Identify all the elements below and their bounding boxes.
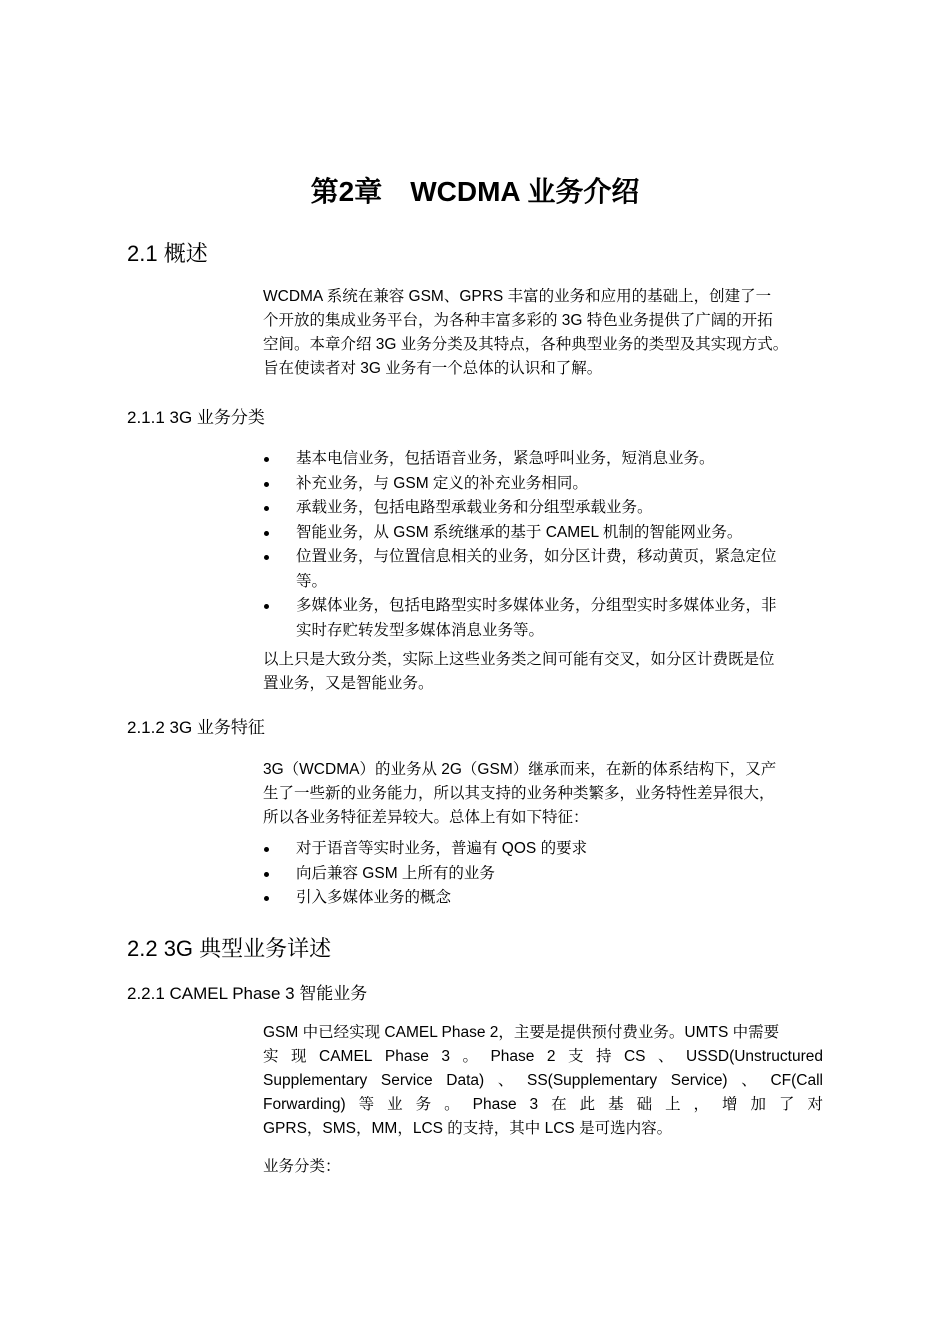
service-category-list bbox=[263, 447, 838, 643]
word: 。 bbox=[462, 1048, 478, 1065]
word: 等 bbox=[358, 1096, 375, 1113]
paragraph-line: 3G（WCDMA）的业务从 2G（GSM）继承而来，在新的体系结构下，又产 bbox=[263, 761, 777, 778]
word: 对 bbox=[807, 1096, 823, 1113]
paragraph-line-justified bbox=[263, 1045, 823, 1069]
list-item-text: 向后兼容 GSM 上所有的业务 bbox=[296, 864, 495, 882]
section-heading-2-2: 2.2 3G 典型业务详述 bbox=[127, 936, 332, 961]
paragraph-line: GPRS，SMS，MM，LCS 的支持，其中 LCS 是可选内容。 bbox=[263, 1120, 673, 1137]
word: Phase bbox=[472, 1096, 517, 1113]
list-item bbox=[263, 496, 838, 521]
list-item-text: 承载业务，包括电路型承载业务和分组型承载业务。 bbox=[296, 499, 653, 516]
word: 基 bbox=[608, 1096, 624, 1113]
word: 现 bbox=[291, 1048, 307, 1065]
bullet-icon bbox=[264, 896, 269, 901]
paragraph-line: 业务分类： bbox=[263, 1158, 341, 1175]
word: 业 bbox=[387, 1096, 403, 1113]
bullet-icon bbox=[264, 482, 269, 487]
paragraph-line: 生了一些新的业务能力，所以其支持的业务种类繁多，业务特性差异很大， bbox=[263, 785, 775, 802]
word: 支 bbox=[567, 1048, 584, 1065]
word: 2 bbox=[546, 1048, 556, 1065]
word: 3 bbox=[529, 1096, 539, 1113]
list-item bbox=[263, 545, 838, 594]
section-heading-2-1-1: 2.1.1 3G 业务分类 bbox=[127, 408, 265, 427]
section-2-2-1-paragraph bbox=[263, 1021, 838, 1141]
list-item-text: 多媒体业务，包括电路型实时多媒体业务，分组型实时多媒体业务，非 bbox=[296, 597, 777, 614]
paragraph-line: 旨在使读者对 3G 业务有一个总体的认识和了解。 bbox=[263, 360, 603, 377]
list-item-text: 位置业务，与位置信息相关的业务，如分区计费，移动黄页，紧急定位 bbox=[296, 548, 777, 565]
list-item-text: 等。 bbox=[296, 572, 328, 590]
word: Data) bbox=[446, 1072, 485, 1089]
list-item bbox=[263, 447, 838, 472]
list-item bbox=[263, 472, 838, 497]
paragraph-line: GSM 中已经实现 CAMEL Phase 2，主要是提供预付费业务。UMTS 中需要 bbox=[263, 1024, 780, 1041]
bullet-icon bbox=[264, 531, 269, 536]
section-2-1-paragraph bbox=[263, 285, 838, 381]
section-heading-2-2-1: 2.2.1 CAMEL Phase 3 智能业务 bbox=[127, 984, 368, 1003]
list-item bbox=[263, 886, 838, 911]
chapter-title: 第2章 WCDMA 业务介绍 bbox=[310, 176, 640, 207]
word: Service) bbox=[670, 1072, 728, 1089]
word: 3 bbox=[441, 1048, 450, 1065]
bullet-icon bbox=[264, 847, 269, 852]
word: 上 bbox=[665, 1096, 681, 1113]
section-2-1-2-paragraph bbox=[263, 758, 838, 830]
word: Phase bbox=[384, 1048, 429, 1065]
paragraph-line-justified bbox=[263, 1093, 823, 1117]
bullet-icon bbox=[264, 555, 269, 560]
paragraph-line: 以上只是大致分类，实际上这些业务类之间可能有交叉，如分区计费既是位 bbox=[263, 651, 775, 668]
word: 增 bbox=[722, 1096, 738, 1113]
word: CF(Call bbox=[770, 1072, 823, 1089]
paragraph-line-justified bbox=[263, 1069, 823, 1093]
list-item bbox=[263, 837, 838, 862]
word: 、 bbox=[741, 1072, 757, 1089]
classify-label bbox=[263, 1155, 838, 1179]
section-2-1-1-note bbox=[263, 648, 838, 696]
bullet-icon bbox=[264, 506, 269, 511]
word: 持 bbox=[595, 1048, 612, 1065]
word: 础 bbox=[636, 1096, 653, 1113]
word: 了 bbox=[779, 1096, 795, 1113]
list-item bbox=[263, 862, 838, 887]
word: 。 bbox=[444, 1096, 460, 1113]
paragraph-line: WCDMA 系统在兼容 GSM、GPRS 丰富的业务和应用的基础上，创建了一 bbox=[263, 288, 772, 305]
paragraph-line: 所以各业务特征差异较大。总体上有如下特征： bbox=[263, 809, 589, 826]
word: SS(Supplementary bbox=[527, 1072, 658, 1089]
section-heading-2-1-2: 2.1.2 3G 业务特征 bbox=[127, 718, 265, 737]
word: Forwarding) bbox=[263, 1096, 346, 1113]
word: USSD(Unstructured bbox=[686, 1048, 823, 1065]
word: Phase bbox=[490, 1048, 535, 1065]
word: ， bbox=[693, 1096, 710, 1113]
paragraph-line: 空间。本章介绍 3G 业务分类及其特点，各种典型业务的类型及其实现方式。 bbox=[263, 336, 789, 353]
list-item bbox=[263, 594, 838, 643]
bullet-icon bbox=[264, 457, 269, 462]
word: 实 bbox=[263, 1048, 279, 1065]
list-item-text: 实时存贮转发型多媒体消息业务等。 bbox=[296, 621, 545, 639]
word: 此 bbox=[579, 1096, 596, 1113]
word: 、 bbox=[658, 1048, 674, 1065]
word: CS bbox=[623, 1048, 646, 1065]
word: 务 bbox=[415, 1096, 432, 1113]
feature-list bbox=[263, 837, 838, 911]
bullet-icon bbox=[264, 872, 269, 877]
paragraph-line: 个开放的集成业务平台，为各种丰富多彩的 3G 特色业务提供了广阔的开拓 bbox=[263, 312, 773, 329]
word: 加 bbox=[750, 1096, 767, 1113]
word: CAMEL bbox=[319, 1048, 373, 1065]
list-item-text: 引入多媒体业务的概念 bbox=[296, 889, 452, 906]
word: Service bbox=[380, 1072, 433, 1089]
list-item bbox=[263, 521, 838, 546]
list-item-text: 补充业务，与 GSM 定义的补充业务相同。 bbox=[296, 474, 588, 492]
paragraph-line: 置业务，又是智能业务。 bbox=[263, 675, 434, 692]
list-item-text: 对于语音等实时业务，普遍有 QOS 的要求 bbox=[296, 840, 588, 857]
list-item-text: 基本电信业务，包括语音业务，紧急呼叫业务，短消息业务。 bbox=[296, 450, 715, 467]
list-item-text: 智能业务，从 GSM 系统继承的基于 CAMEL 机制的智能网业务。 bbox=[296, 523, 743, 541]
bullet-icon bbox=[264, 604, 269, 609]
word: 在 bbox=[551, 1096, 567, 1113]
word: Supplementary bbox=[263, 1072, 368, 1089]
word: 、 bbox=[497, 1072, 514, 1089]
section-heading-2-1: 2.1 概述 bbox=[127, 241, 208, 266]
